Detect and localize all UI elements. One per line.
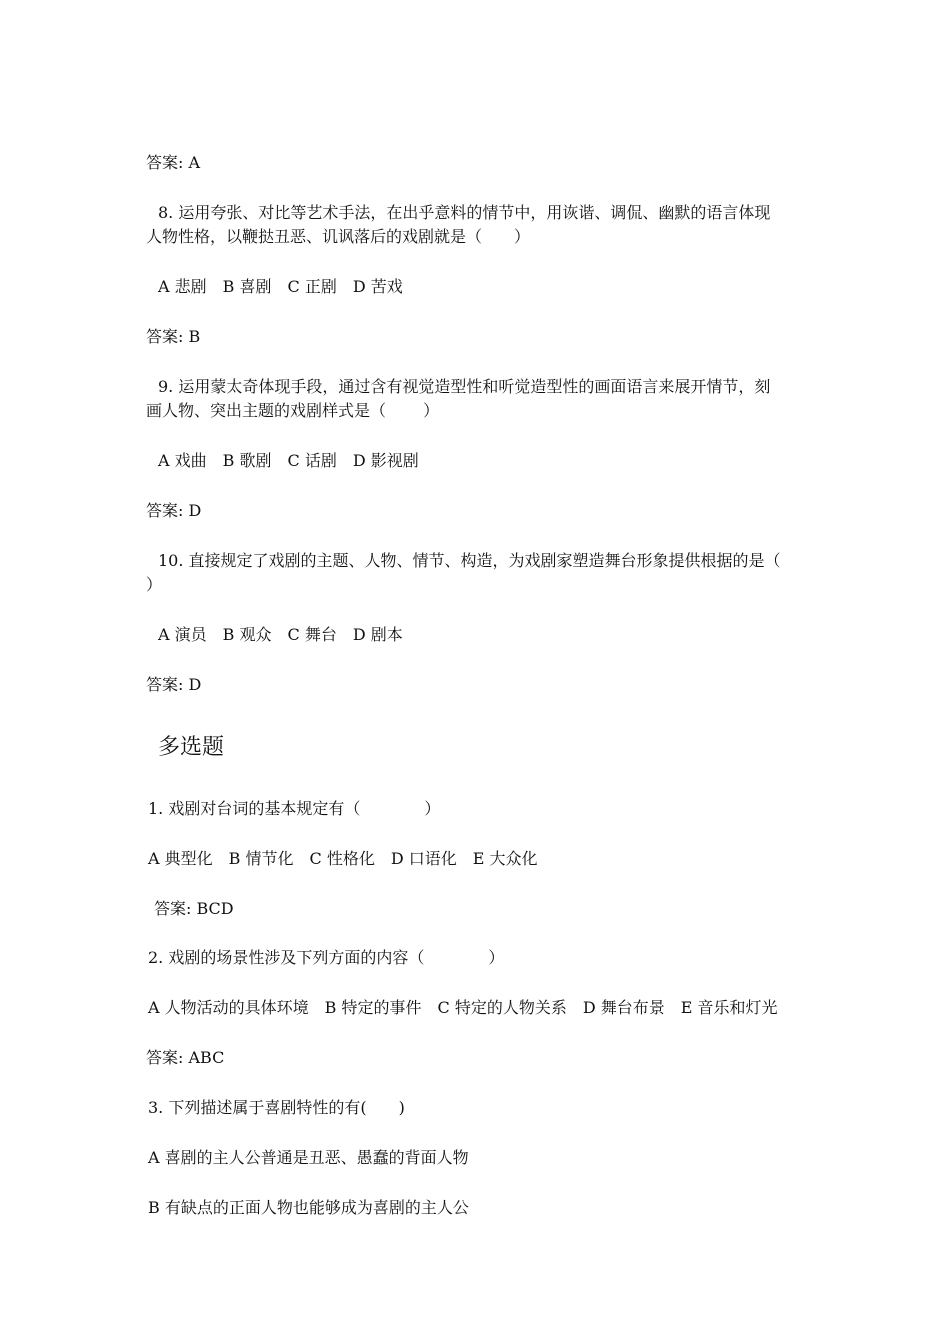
question-10-line-2: ） xyxy=(146,575,163,594)
answer-q10: 答案: D xyxy=(146,675,202,694)
section-heading-multiple-choice: 多选题 xyxy=(158,735,225,760)
mc-question-1-options: A 典型化 B 情节化 C 性格化 D 口语化 E 大众化 xyxy=(148,849,538,868)
answer-q9: 答案: D xyxy=(146,501,202,520)
answer-q7: 答案: A xyxy=(146,153,201,172)
question-10-line-1: 10. 直接规定了戏剧的主题、人物、情节、构造，为戏剧家塑造舞台形象提供根据的是（ xyxy=(158,551,781,570)
question-10-options: A 演员 B 观众 C 舞台 D 剧本 xyxy=(158,625,403,644)
mc-answer-2: 答案: ABC xyxy=(146,1048,225,1067)
mc-question-3: 3. 下列描述属于喜剧特性的有( ) xyxy=(148,1098,405,1117)
mc-question-3-option-a: A 喜剧的主人公普通是丑恶、愚蠢的背面人物 xyxy=(148,1148,469,1167)
mc-question-2: 2. 戏剧的场景性涉及下列方面的内容（ ） xyxy=(148,948,505,967)
question-9-line-1: 9. 运用蒙太奇体现手段，通过含有视觉造型性和听觉造型性的画面语言来展开情节，刻 xyxy=(158,377,771,396)
mc-question-3-option-b: B 有缺点的正面人物也能够成为喜剧的主人公 xyxy=(148,1198,469,1217)
answer-q8: 答案: B xyxy=(146,327,201,346)
question-9-options: A 戏曲 B 歌剧 C 话剧 D 影视剧 xyxy=(158,451,419,470)
mc-answer-1: 答案: BCD xyxy=(154,899,234,918)
question-8-line-1: 8. 运用夸张、对比等艺术手法，在出乎意料的情节中，用诙谐、调侃、幽默的语言体现 xyxy=(158,203,771,222)
mc-question-1: 1. 戏剧对台词的基本规定有（ ） xyxy=(148,799,441,818)
question-8-options: A 悲剧 B 喜剧 C 正剧 D 苦戏 xyxy=(158,277,403,296)
question-9-line-2: 画人物、突出主题的戏剧样式是（ ） xyxy=(146,401,440,420)
mc-question-2-options: A 人物活动的具体环境 B 特定的事件 C 特定的人物关系 D 舞台布景 E 音乐和灯光 xyxy=(148,998,778,1017)
question-8-line-2: 人物性格，以鞭挞丑恶、讥讽落后的戏剧就是（ ） xyxy=(146,227,531,246)
